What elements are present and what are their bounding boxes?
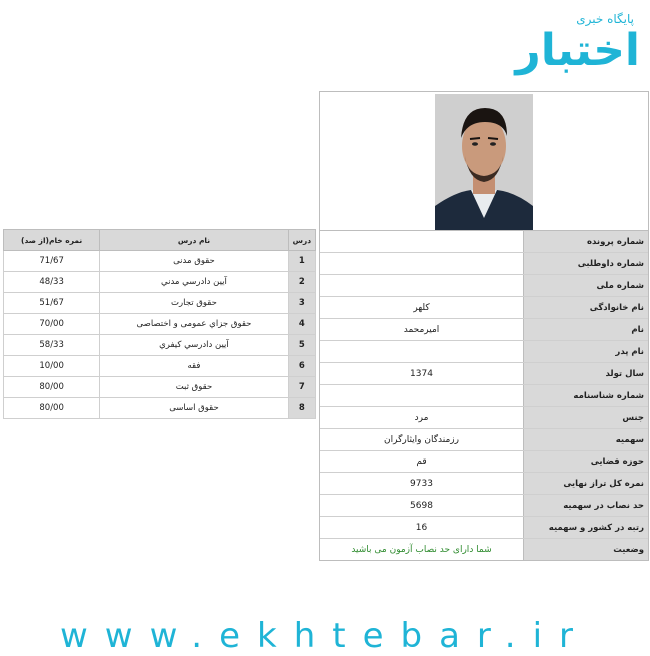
lesson-name: حقوق جزاي عمومی و اختصاصی: [100, 314, 288, 335]
info-label: شماره شناسنامه: [523, 385, 648, 406]
info-label: نام پدر: [523, 341, 648, 362]
header-lesson-name: نام درس: [100, 230, 288, 251]
info-value: امیرمحمد: [403, 324, 440, 335]
lesson-number: 7: [288, 377, 315, 398]
info-value: 9733: [410, 478, 433, 489]
raw-score: 70/00: [4, 314, 100, 335]
info-row: [320, 297, 648, 319]
score-row: [4, 272, 316, 293]
info-label: شماره پرونده: [523, 231, 648, 252]
lesson-number: 8: [288, 398, 315, 419]
lesson-name: حقوق تجارت: [100, 293, 288, 314]
info-label: رتبه در کشور و سهمیه: [523, 517, 648, 538]
lesson-name: فقه: [100, 356, 288, 377]
lesson-name: آيين دادرسي كيفري: [100, 335, 288, 356]
info-label: سهمیه: [523, 429, 648, 450]
info-value: [320, 385, 523, 406]
header-lesson-number: درس: [288, 230, 315, 251]
info-label: نام خانوادگی: [523, 297, 648, 318]
lesson-name: حقوق ثبت: [100, 377, 288, 398]
info-value: 16: [415, 522, 428, 533]
info-row: [320, 473, 648, 495]
raw-score: 58/33: [4, 335, 100, 356]
score-row: [4, 398, 316, 419]
info-value: [320, 253, 523, 274]
info-label: نام: [523, 319, 648, 340]
candidate-photo: [435, 94, 533, 230]
candidate-info-table: [319, 91, 649, 561]
lesson-number: 1: [288, 251, 315, 272]
info-row: [320, 539, 648, 560]
site-url: www.ekhtebar.ir: [59, 616, 591, 656]
lesson-number: 6: [288, 356, 315, 377]
lesson-number: 2: [288, 272, 315, 293]
info-value: کلهر: [413, 302, 430, 313]
score-row: [4, 251, 316, 272]
info-value: شما دارای حد نصاب آزمون می باشید: [351, 544, 492, 555]
info-row: [320, 385, 648, 407]
info-value: رزمندگان وایثارگران: [384, 434, 459, 445]
info-label: نمره کل تراز نهایی: [523, 473, 648, 494]
info-value: 1374: [410, 368, 433, 379]
scores-table: [3, 229, 316, 419]
raw-score: 48/33: [4, 272, 100, 293]
raw-score: 10/00: [4, 356, 100, 377]
info-row: [320, 407, 648, 429]
info-value: [320, 341, 523, 362]
logo-subtitle: پایگاه خبری: [576, 12, 634, 26]
info-value: [320, 231, 523, 252]
logo-title: اختبار: [515, 25, 640, 76]
info-row: [320, 319, 648, 341]
raw-score: 51/67: [4, 293, 100, 314]
info-row: [320, 517, 648, 539]
info-label: سال تولد: [523, 363, 648, 384]
score-row: [4, 293, 316, 314]
lesson-number: 3: [288, 293, 315, 314]
info-value: مرد: [414, 412, 429, 423]
raw-score: 71/67: [4, 251, 100, 272]
info-row: [320, 363, 648, 385]
info-value: [320, 275, 523, 296]
raw-score: 80/00: [4, 377, 100, 398]
info-label: شماره ملی: [523, 275, 648, 296]
info-label: وضعیت: [523, 539, 648, 560]
info-row: [320, 451, 648, 473]
site-logo: [515, 8, 640, 84]
candidate-info-rows: [320, 231, 648, 560]
score-row: [4, 335, 316, 356]
info-label: شماره داوطلبی: [523, 253, 648, 274]
lesson-name: حقوق مدنی: [100, 251, 288, 272]
info-label: حوزه قضایی: [523, 451, 648, 472]
info-row: [320, 429, 648, 451]
info-label: جنس: [523, 407, 648, 428]
lesson-name: آيين دادرسي مدني: [100, 272, 288, 293]
lesson-number: 5: [288, 335, 315, 356]
score-row: [4, 314, 316, 335]
header-raw-score: نمره خام(از صد): [4, 230, 100, 251]
lesson-name: حقوق اساسی: [100, 398, 288, 419]
scores-header-row: [4, 230, 316, 251]
info-label: حد نصاب در سهمیه: [523, 495, 648, 516]
lesson-number: 4: [288, 314, 315, 335]
photo-cell: [320, 92, 648, 231]
score-row: [4, 377, 316, 398]
info-row: [320, 275, 648, 297]
score-row: [4, 356, 316, 377]
info-value: 5698: [410, 500, 433, 511]
info-value: قم: [416, 456, 427, 467]
raw-score: 80/00: [4, 398, 100, 419]
info-row: [320, 341, 648, 363]
info-row: [320, 231, 648, 253]
info-row: [320, 495, 648, 517]
info-row: [320, 253, 648, 275]
